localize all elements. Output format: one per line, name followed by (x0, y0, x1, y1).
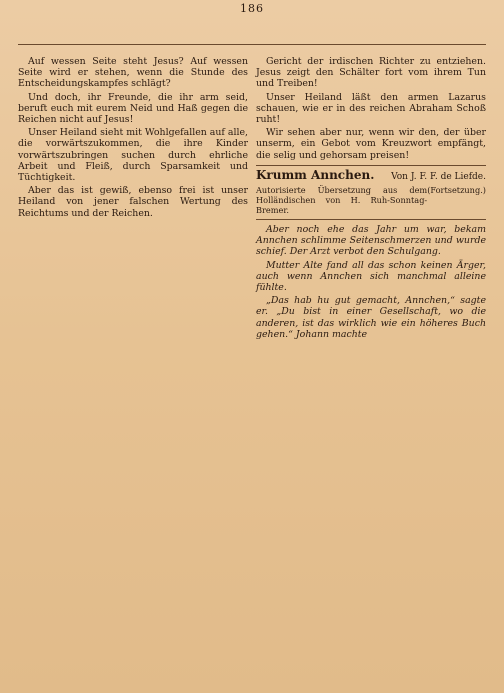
story-byline: Von J. F. F. de Liefde. (391, 171, 486, 182)
paragraph: Auf wessen Seite steht Jesus? Auf wessen Seite wird er stehen, wenn die Stunde des Entscheidungskampfes schlägt? (18, 56, 248, 90)
paragraph: Unser Heiland läßt den armen Lazarus schauen, wie er in des reichen Abraham Schoß ruht! (256, 91, 486, 126)
story-continuation: (Fortsetzung.) (427, 185, 486, 196)
paragraph: Wir sehen aber nur, wenn wir den, der über unserm, ein Gebot vom Kreuzwort empfängt, die selig und gehorsam preisen! (256, 127, 486, 161)
story-subtitle-row (256, 185, 486, 215)
paragraph: Unser Heiland sieht mit Wohlgefallen auf alle, die vorwärtszukommen, die ihre Kinder vorwärtszubringen suchen durch ehrliche Arbeit und Fleiß, durch Sparsamkeit und Tüchtigkeit. (18, 127, 248, 184)
section-divider (256, 165, 486, 166)
paragraph: „Das hab hu gut gemacht, Annchen,“ sagte er. „Du bist in einer Gesellschaft, wo die anderen, ist das wirklich wie ein höheres Buch gehen.“ Johann machte (256, 295, 486, 340)
story-subtitle: Autorisierte Übersetzung aus dem Holländischen von H. Ruh-Sonntag-Bremer. (256, 185, 428, 216)
story-title (256, 167, 486, 183)
paragraph: Und doch, ihr Freunde, die ihr arm seid, beruft euch mit eurem Neid und Haß gegen die Reichen nicht auf Jesus! (18, 91, 248, 126)
header-rule (18, 44, 486, 45)
paragraph: Aber noch ehe das Jahr um war, bekam Annchen schlimme Seitenschmerzen und wurde schief. Der Arzt verbot den Schulgang. (256, 224, 486, 258)
paragraph: Aber das ist gewiß, ebenso frei ist unser Heiland von jener falschen Wertung des Reichtums und der Reichen. (18, 185, 248, 219)
story-title-text: Krumm Annchen. (256, 167, 375, 182)
paragraph: Gericht der irdischen Richter zu entziehen. Jesus zeigt den Schälter fort vom ihrem Tun und Treiben! (256, 56, 486, 90)
left-column (18, 56, 248, 221)
paragraph: Mutter Alte fand all das schon keinen Ärger, auch wenn Annchen sich manchmal alleine fühlte. (256, 259, 486, 294)
right-column (256, 56, 486, 342)
page-number: 186 (240, 2, 264, 15)
section-divider (256, 219, 486, 220)
